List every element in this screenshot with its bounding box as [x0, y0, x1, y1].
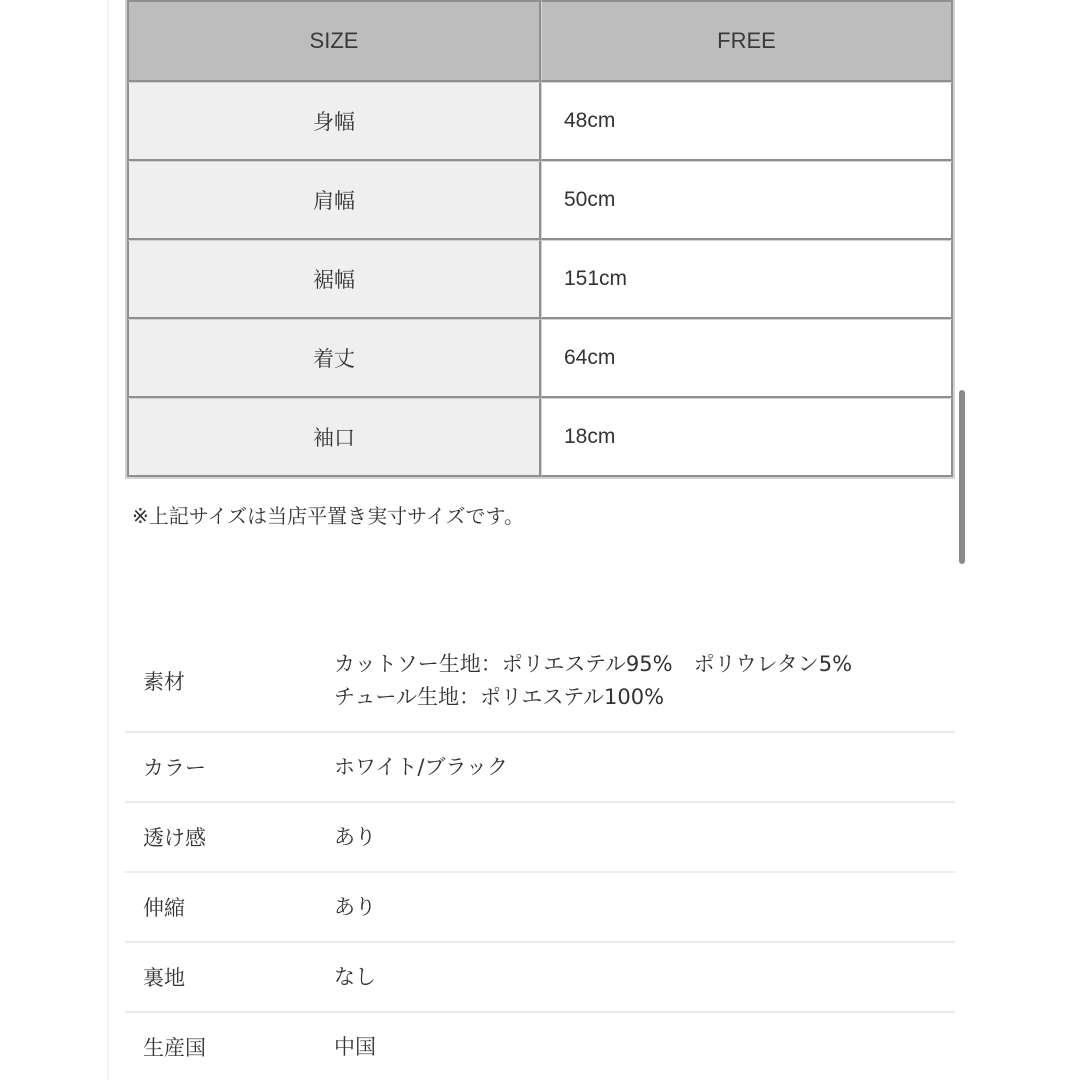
- spec-label: 裏地: [143, 966, 185, 990]
- list-item: [125, 873, 955, 943]
- list-item: [125, 1013, 955, 1080]
- table-row: [127, 398, 953, 477]
- scrollbar-thumb[interactable]: [959, 390, 965, 564]
- table-row: [127, 161, 953, 240]
- spec-label: 素材: [143, 669, 185, 694]
- spec-label: 透け感: [143, 826, 206, 850]
- list-item: [125, 733, 955, 803]
- spec-value: ホワイト/ブラック: [334, 754, 509, 779]
- list-item: [125, 943, 955, 1013]
- spec-label: カラー: [143, 756, 206, 780]
- list-item: [125, 803, 955, 873]
- spec-value: なし: [334, 964, 376, 989]
- size-row-value: 64cm: [541, 319, 953, 398]
- size-row-value: 50cm: [541, 161, 953, 240]
- size-row-label: 裾幅: [127, 240, 541, 319]
- size-row-value: 151cm: [541, 240, 953, 319]
- spec-list: [125, 630, 955, 1080]
- spec-label: 生産国: [143, 1036, 206, 1060]
- content-left-border: [107, 0, 109, 1080]
- list-item: [125, 630, 955, 733]
- table-row: [127, 82, 953, 161]
- spec-label: 伸縮: [143, 896, 185, 920]
- size-row-label: 袖口: [127, 398, 541, 477]
- size-header-value: FREE: [541, 0, 953, 82]
- size-row-label: 身幅: [127, 82, 541, 161]
- size-row-value: 18cm: [541, 398, 953, 477]
- spec-value: [334, 648, 955, 714]
- size-row-label: 着丈: [127, 319, 541, 398]
- size-header-label: SIZE: [127, 0, 541, 82]
- size-table: [125, 0, 955, 479]
- size-row-value: 48cm: [541, 82, 953, 161]
- spec-value: あり: [334, 824, 376, 849]
- spec-value-line: カットソー生地：ポリエステル95% ポリウレタン5%: [334, 651, 853, 676]
- spec-value: 中国: [334, 1034, 376, 1059]
- table-row: [127, 319, 953, 398]
- size-note: ※上記サイズは当店平置き実寸サイズです。: [132, 504, 524, 528]
- table-row: [127, 240, 953, 319]
- spec-value: あり: [334, 894, 376, 919]
- spec-value-line: チュール生地：ポリエステル100%: [334, 684, 665, 709]
- size-row-label: 肩幅: [127, 161, 541, 240]
- size-table-header: [127, 0, 953, 82]
